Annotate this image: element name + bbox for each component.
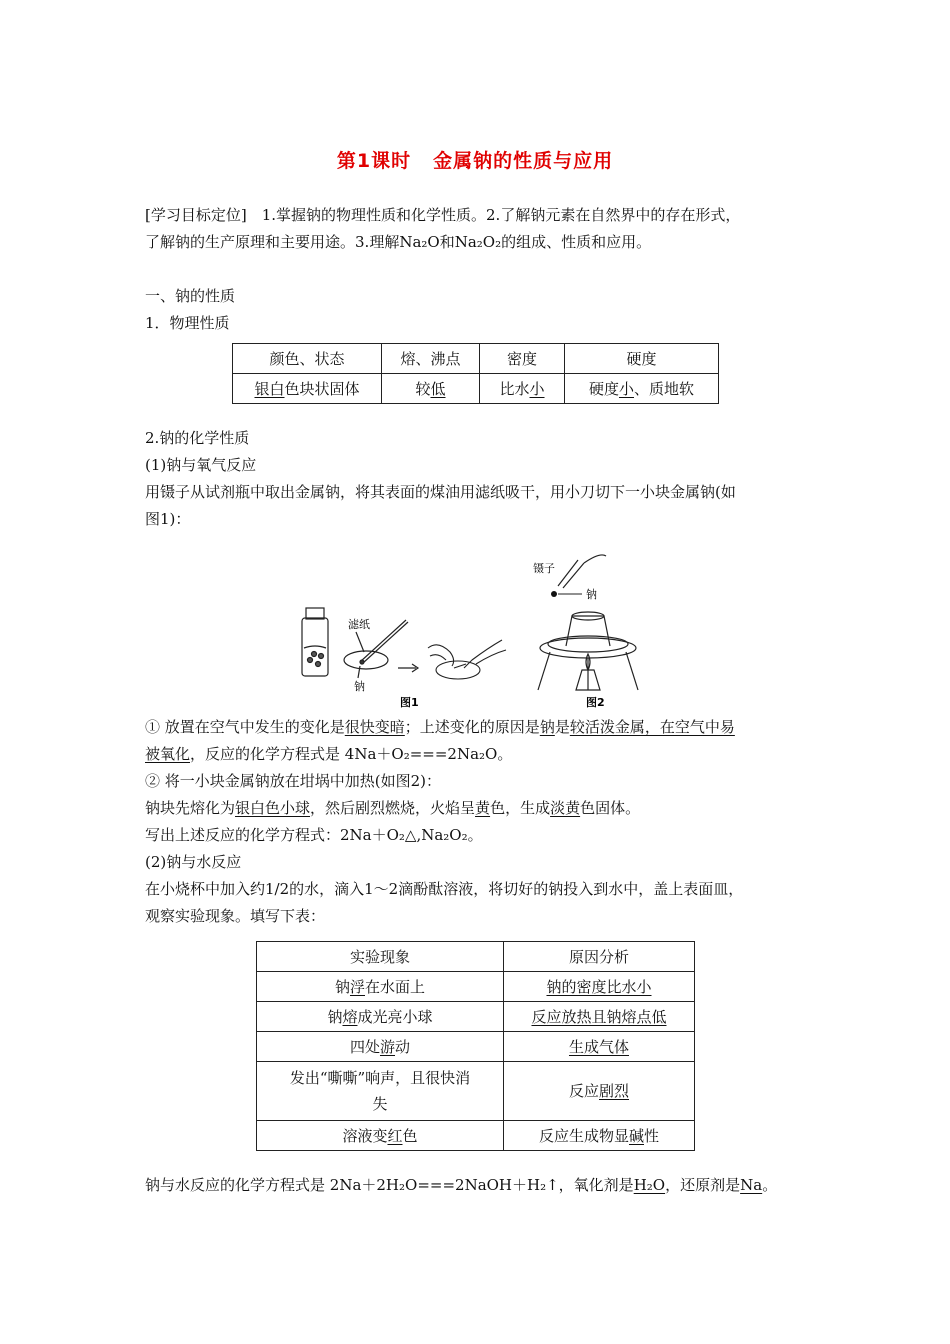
- table-cell: [565, 374, 719, 404]
- item-1-line-1: [145, 714, 810, 741]
- paragraph-line: 用镊子从试剂瓶中取出金属钠，将其表面的煤油用滤纸吸干，用小刀切下一小块金属钠(如: [145, 483, 736, 501]
- table-cell: [257, 972, 504, 1002]
- physical-properties-table: [232, 343, 719, 404]
- table-cell: [504, 1002, 695, 1032]
- text: ，反应的化学方程式是 4Na＋O₂===2Na₂O。: [190, 745, 513, 763]
- answer-blank: Na: [740, 1176, 763, 1194]
- cell-text: 溶液变: [342, 1127, 388, 1145]
- subsection-physical: 1．物理性质: [145, 314, 230, 332]
- table-cell: [257, 1032, 504, 1062]
- page-title: [0, 146, 950, 173]
- cell-text: 动: [395, 1038, 411, 1056]
- paragraph-line: 在小烧杯中加入约1/2的水，滴入1～2滴酚酞溶液，将切好的钠投入到水中，盖上表面皿，: [145, 880, 744, 898]
- item-2-equation: 写出上述反应的化学方程式：2Na＋O₂△,Na₂O₂。: [145, 826, 483, 844]
- text: ，还原剂是: [665, 1176, 741, 1194]
- figure-label: 镊子: [533, 562, 555, 575]
- cell-text: 反应生成物显: [538, 1127, 629, 1145]
- answer-blank: 生成气体: [568, 1038, 629, 1056]
- answer-blank: 银白色小球: [235, 799, 311, 817]
- answer-blank: 很快变暗: [344, 718, 405, 736]
- answer-blank: 剧烈: [599, 1082, 630, 1100]
- cell-text: 发出“嘶嘶”响声，且很快消: [289, 1069, 471, 1087]
- cell-text: 反应: [568, 1082, 599, 1100]
- cell-text: 较: [415, 380, 431, 398]
- tripod-crucible-icon: [538, 555, 638, 690]
- table-cell: [480, 374, 565, 404]
- answer-blank: 较活泼金属，在空气中易: [569, 718, 735, 736]
- text: ，然后剧烈燃烧，火焰呈: [310, 799, 476, 817]
- experiment-figure: [288, 548, 648, 710]
- cell-text: 硬度: [588, 380, 619, 398]
- answer-blank: 低: [430, 380, 446, 398]
- figure-caption: 图2: [586, 696, 605, 709]
- cell-text: 比水: [499, 380, 530, 398]
- text: ；上述变化的原因是: [404, 718, 540, 736]
- subsection-chemical: 2.钠的化学性质: [145, 429, 250, 447]
- answer-blank: 钠: [539, 718, 555, 736]
- table-row: [257, 1121, 695, 1151]
- text: 色固体。: [580, 799, 641, 817]
- table-row: [257, 1032, 695, 1062]
- answer-blank: 淡黄: [550, 799, 581, 817]
- text: ① 放置在空气中发生的变化是: [145, 718, 345, 736]
- figure-caption: 图1: [400, 696, 419, 709]
- answer-blank: 浮: [349, 978, 365, 996]
- water-reaction-table: [256, 941, 695, 1151]
- header-cell: 硬度: [565, 344, 719, 374]
- table-row: [257, 972, 695, 1002]
- header-cell: 原因分析: [504, 942, 695, 972]
- table-cell: [504, 1062, 695, 1121]
- cell-text: 在水面上: [365, 978, 426, 996]
- answer-blank: 被氧化: [145, 745, 191, 763]
- figure-label: 钠: [354, 680, 365, 693]
- figure-label: 钠: [586, 588, 597, 601]
- final-equation-line: [145, 1172, 810, 1199]
- answer-blank: 小: [529, 380, 545, 398]
- item-2-observation: [145, 795, 810, 822]
- answer-blank: 游: [379, 1038, 395, 1056]
- item-2: ② 将一小块金属钠放在坩埚中加热(如图2)：: [145, 772, 442, 790]
- cell-text: 钠: [327, 1008, 343, 1026]
- arrow-icon: [398, 664, 418, 672]
- answer-blank: 反应放热且钠熔点低: [531, 1008, 667, 1026]
- sodium-piece-icon: [551, 591, 557, 597]
- item-1-line-2: [145, 741, 810, 768]
- cell-text: 四处: [349, 1038, 380, 1056]
- paragraph-line: 观察实验现象。填写下表：: [145, 907, 326, 925]
- section-heading: 一、钠的性质: [145, 287, 236, 305]
- cell-text: 成光亮小球: [357, 1008, 433, 1026]
- table-header-row: [233, 344, 719, 374]
- text: 色，生成: [490, 799, 551, 817]
- answer-blank: 红: [387, 1127, 403, 1145]
- header-cell: 实验现象: [257, 942, 504, 972]
- answer-blank: H₂O: [633, 1176, 666, 1194]
- lesson-title: 金属钠的性质与应用: [433, 150, 614, 172]
- learning-goals-line-1: [学习目标定位] 1.掌握钠的物理性质和化学性质。2.了解钠元素在自然界中的存在形式，: [145, 206, 741, 224]
- text: 。: [762, 1176, 778, 1194]
- learning-goals-line-2: 了解钠的生产原理和主要用途。3.理解Na₂O和Na₂O₂的组成、性质和应用。: [145, 233, 652, 251]
- answer-blank: 小: [618, 380, 634, 398]
- table-cell: [382, 374, 480, 404]
- cell-text: 钠: [334, 978, 350, 996]
- table-row: [257, 1062, 695, 1121]
- lesson-number: 第1课时: [336, 150, 412, 172]
- cell-text: 色: [402, 1127, 418, 1145]
- table-cell: [504, 1032, 695, 1062]
- cell-text: 失: [372, 1095, 388, 1113]
- subsection-oxygen: (1)钠与氧气反应: [145, 456, 257, 474]
- cell-text: 色块状固体: [284, 380, 360, 398]
- answer-blank: 熔: [342, 1008, 358, 1026]
- cutting-hands-icon: [428, 640, 506, 679]
- text: 钠与水反应的化学方程式是 2Na＋2H₂O===2NaOH＋H₂↑，氧化剂是: [145, 1176, 634, 1194]
- header-cell: 密度: [480, 344, 565, 374]
- answer-blank: 银白: [254, 380, 285, 398]
- answer-blank: 碱: [628, 1127, 644, 1145]
- cell-text: 、质地软: [634, 380, 695, 398]
- table-header-row: [257, 942, 695, 972]
- table-cell: [257, 1062, 504, 1121]
- header-cell: 熔、沸点: [382, 344, 480, 374]
- table-cell: [504, 1121, 695, 1151]
- table-cell: [257, 1121, 504, 1151]
- reagent-bottle-icon: [302, 608, 328, 676]
- answer-blank: 黄: [475, 799, 491, 817]
- cell-text: 性: [644, 1127, 660, 1145]
- table-row: [233, 374, 719, 404]
- subsection-water: (2)钠与水反应: [145, 853, 242, 871]
- table-row: [257, 1002, 695, 1032]
- table-cell: [257, 1002, 504, 1032]
- text: 是: [554, 718, 570, 736]
- figure-label: 滤纸: [348, 618, 370, 631]
- paragraph-line: 图1)：: [145, 510, 191, 528]
- text: 钠块先熔化为: [145, 799, 236, 817]
- table-cell: [504, 972, 695, 1002]
- table-cell: [233, 374, 382, 404]
- header-cell: 颜色、状态: [233, 344, 382, 374]
- answer-blank: 钠的密度比水小: [546, 978, 652, 996]
